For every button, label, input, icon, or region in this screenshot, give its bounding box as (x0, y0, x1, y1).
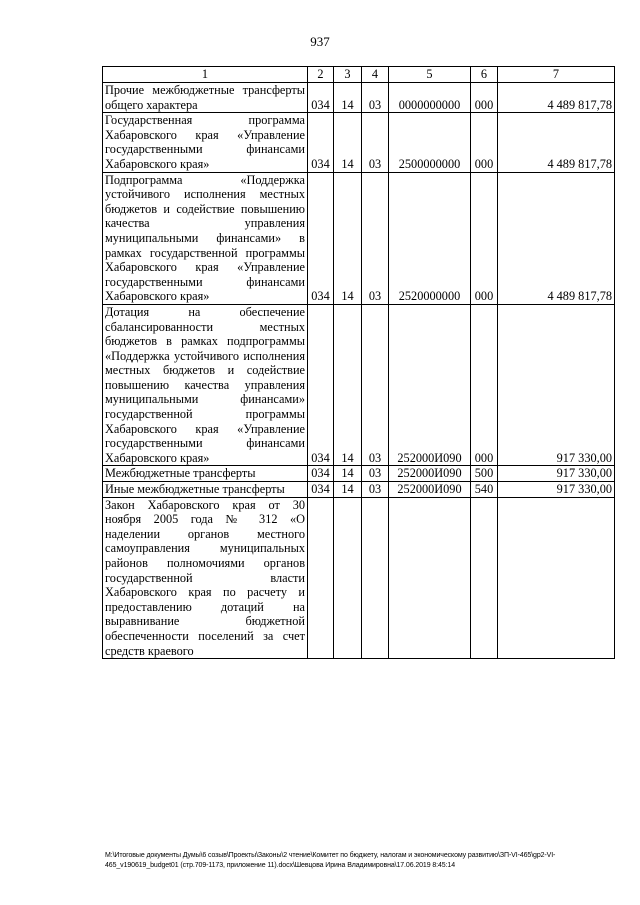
cell-ministry (308, 497, 334, 659)
cell-amount: 4 489 817,78 (498, 113, 615, 172)
cell-amount: 4 489 817,78 (498, 83, 615, 113)
cell-expense-type: 540 (471, 482, 498, 498)
budget-table (102, 66, 615, 659)
cell-target-article: 2500000000 (389, 113, 471, 172)
cell-expense-type: 000 (471, 83, 498, 113)
table-row (103, 466, 615, 482)
cell-amount: 917 330,00 (498, 304, 615, 466)
cell-amount: 4 489 817,78 (498, 172, 615, 304)
row-name: Закон Хабаровского края от 30 ноября 2005 года № 312 «О наделении органов местного самоуправления муниципальных районов полномочиями органов государственной власти Хабаровского края по расчету и предоставлению дотаций на выравнивание бюджетной обеспеченности поселений за счет средств краевого (103, 497, 308, 659)
table-row (103, 83, 615, 113)
cell-target-article: 0000000000 (389, 83, 471, 113)
column-header: 7 (498, 67, 615, 83)
cell-subsection: 03 (362, 172, 389, 304)
cell-section: 14 (334, 466, 362, 482)
cell-expense-type: 500 (471, 466, 498, 482)
cell-target-article: 252000И090 (389, 466, 471, 482)
column-header: 2 (308, 67, 334, 83)
cell-ministry: 034 (308, 172, 334, 304)
row-name: Государственная программа Хабаровского края «Управление государственными финансами Хабаровского края» (103, 113, 308, 172)
table-row (103, 497, 615, 659)
cell-amount (498, 497, 615, 659)
row-name: Подпрограмма «Поддержка устойчивого исполнения местных бюджетов и содействие повышению качества управления муниципальными финансами» в рамках государственной программы Хабаровского края «Управление государственными финансами Хабаровского края» (103, 172, 308, 304)
page-number: 937 (310, 34, 330, 49)
cell-amount: 917 330,00 (498, 466, 615, 482)
cell-subsection (362, 497, 389, 659)
cell-subsection: 03 (362, 304, 389, 466)
table-row (103, 482, 615, 498)
cell-ministry: 034 (308, 304, 334, 466)
cell-ministry: 034 (308, 482, 334, 498)
cell-expense-type (471, 497, 498, 659)
row-name: Межбюджетные трансферты (103, 466, 308, 482)
cell-section: 14 (334, 113, 362, 172)
cell-subsection: 03 (362, 482, 389, 498)
column-header: 4 (362, 67, 389, 83)
row-name: Прочие межбюджетные трансферты общего характера (103, 83, 308, 113)
cell-target-article: 252000И090 (389, 482, 471, 498)
column-header: 1 (103, 67, 308, 83)
column-header: 6 (471, 67, 498, 83)
document-file-path-footer: M:\Итоговые документы Думы\6 созыв\Проекты\Законы\2 чтение\Комитет по бюджету, налогам и экономическому развитию\ЗП-VI-465\gp2-VI-465_v190619_budget01 (стр.709-1173, приложение 11).docx\Шевцова Ирина Владимировна\17.06.2019 8:45:14 (105, 852, 556, 869)
cell-subsection: 03 (362, 113, 389, 172)
cell-target-article (389, 497, 471, 659)
row-name: Иные межбюджетные трансферты (103, 482, 308, 498)
cell-section: 14 (334, 482, 362, 498)
cell-section: 14 (334, 83, 362, 113)
row-name: Дотация на обеспечение сбалансированности местных бюджетов в рамках подпрограммы «Поддержка устойчивого исполнения местных бюджетов и содействие повышению качества управления муниципальными финансами» государственной программы Хабаровского края «Управление государственными финансами Хабаровского края» (103, 304, 308, 466)
column-header: 5 (389, 67, 471, 83)
cell-target-article: 2520000000 (389, 172, 471, 304)
cell-ministry: 034 (308, 466, 334, 482)
cell-section (334, 497, 362, 659)
cell-subsection: 03 (362, 83, 389, 113)
table-row (103, 113, 615, 172)
cell-subsection: 03 (362, 466, 389, 482)
cell-ministry: 034 (308, 83, 334, 113)
cell-expense-type: 000 (471, 304, 498, 466)
cell-target-article: 252000И090 (389, 304, 471, 466)
cell-section: 14 (334, 172, 362, 304)
cell-amount: 917 330,00 (498, 482, 615, 498)
cell-ministry: 034 (308, 113, 334, 172)
cell-expense-type: 000 (471, 113, 498, 172)
cell-expense-type: 000 (471, 172, 498, 304)
table-header-row (103, 67, 615, 83)
cell-section: 14 (334, 304, 362, 466)
table-row (103, 172, 615, 304)
column-header: 3 (334, 67, 362, 83)
table-row (103, 304, 615, 466)
